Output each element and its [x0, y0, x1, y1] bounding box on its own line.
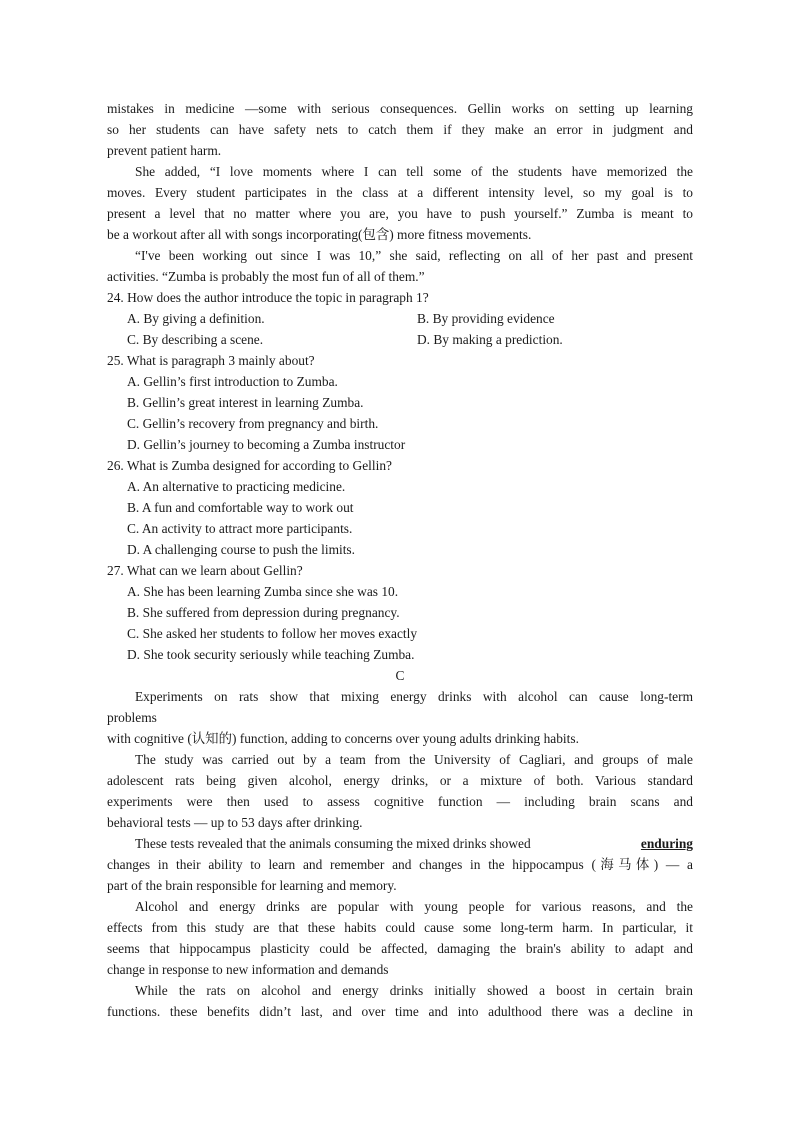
- passage-line: behavioral tests — up to 53 days after drinking.: [107, 815, 363, 830]
- underlined-word: enduring: [640, 836, 693, 851]
- answer-option[interactable]: B. A fun and comfortable way to work out: [127, 500, 354, 515]
- passage-line: “I've been working out since I was 10,” she said, reflecting on all of her past and present: [135, 248, 693, 263]
- passage-line: seems that hippocampus plasticity could be affected, damaging the brain's ability to adapt and: [107, 941, 693, 956]
- passage-text: These tests revealed that the animals consuming the mixed drinks showed: [135, 836, 531, 851]
- section-heading: C: [395, 668, 405, 683]
- answer-option[interactable]: D. She took security seriously while teaching Zumba.: [127, 647, 415, 662]
- answer-option[interactable]: A. An alternative to practicing medicine.: [127, 479, 346, 494]
- answer-option[interactable]: C. An activity to attract more participants.: [127, 521, 353, 536]
- passage-line: prevent patient harm.: [107, 143, 222, 158]
- passage-line: moves. Every student participates in the class at a different intensity level, so my goal is to: [107, 185, 693, 200]
- passage-line: change in response to new information and demands: [107, 962, 389, 977]
- answer-option[interactable]: C. By describing a scene.: [127, 332, 264, 347]
- answer-option[interactable]: B. She suffered from depression during pregnancy.: [127, 605, 400, 620]
- passage-line: mistakes in medicine —some with serious consequences. Gellin works on setting up learning: [107, 101, 693, 116]
- passage-line: changes in their ability to learn and remember and changes in the hippocampus (海马体) — a: [107, 857, 693, 872]
- passage-line: effects from this study are that these habits could cause some long-term harm. In particular, it: [107, 920, 693, 935]
- passage-line: Experiments on rats show that mixing energy drinks with alcohol can cause long-term: [135, 689, 693, 704]
- passage-line: functions. these benefits didn’t last, and over time and into adulthood there was a decline in: [107, 1004, 693, 1019]
- passage-line: present a level that no matter where you are, you have to push yourself.” Zumba is meant to: [107, 206, 693, 221]
- answer-option[interactable]: D. By making a prediction.: [417, 332, 563, 347]
- passage-line: so her students can have safety nets to catch them if they make an error in judgment and: [107, 122, 693, 137]
- answer-option[interactable]: A. She has been learning Zumba since she was 10.: [127, 584, 399, 599]
- passage-line: activities. “Zumba is probably the most fun of all of them.”: [107, 269, 425, 284]
- answer-option[interactable]: C. She asked her students to follow her moves exactly: [127, 626, 418, 641]
- question-stem: 27. What can we learn about Gellin?: [107, 563, 303, 578]
- passage-line: She added, “I love moments where I can tell some of the students have memorized the: [135, 164, 693, 179]
- passage-line: The study was carried out by a team from the University of Cagliari, and groups of male: [135, 752, 693, 767]
- answer-option[interactable]: A. By giving a definition.: [127, 311, 265, 326]
- answer-option[interactable]: C. Gellin’s recovery from pregnancy and birth.: [127, 416, 379, 431]
- answer-option[interactable]: A. Gellin’s first introduction to Zumba.: [127, 374, 338, 389]
- passage-line: experiments were then used to assess cognitive function — including brain scans and: [107, 794, 693, 809]
- passage-line: Alcohol and energy drinks are popular with young people for various reasons, and the: [135, 899, 693, 914]
- answer-option[interactable]: D. Gellin’s journey to becoming a Zumba instructor: [127, 437, 406, 452]
- passage-line: While the rats on alcohol and energy drinks initially showed a boost in certain brain: [135, 983, 693, 998]
- passage-line: problems: [107, 710, 157, 725]
- passage-line: [135, 833, 693, 854]
- question-stem: 24. How does the author introduce the topic in paragraph 1?: [107, 290, 429, 305]
- question-stem: 26. What is Zumba designed for according to Gellin?: [107, 458, 392, 473]
- answer-option[interactable]: D. A challenging course to push the limits.: [127, 542, 355, 557]
- passage-line: be a workout after all with songs incorporating(包含) more fitness movements.: [107, 227, 532, 242]
- passage-line: part of the brain responsible for learning and memory.: [107, 878, 397, 893]
- question-stem: 25. What is paragraph 3 mainly about?: [107, 353, 315, 368]
- answer-option[interactable]: B. Gellin’s great interest in learning Zumba.: [127, 395, 364, 410]
- answer-option[interactable]: B. By providing evidence: [417, 311, 555, 326]
- passage-line: adolescent rats being given alcohol, energy drinks, or a mixture of both. Various standard: [107, 773, 693, 788]
- passage-line: with cognitive (认知的) function, adding to concerns over young adults drinking habits.: [107, 731, 579, 746]
